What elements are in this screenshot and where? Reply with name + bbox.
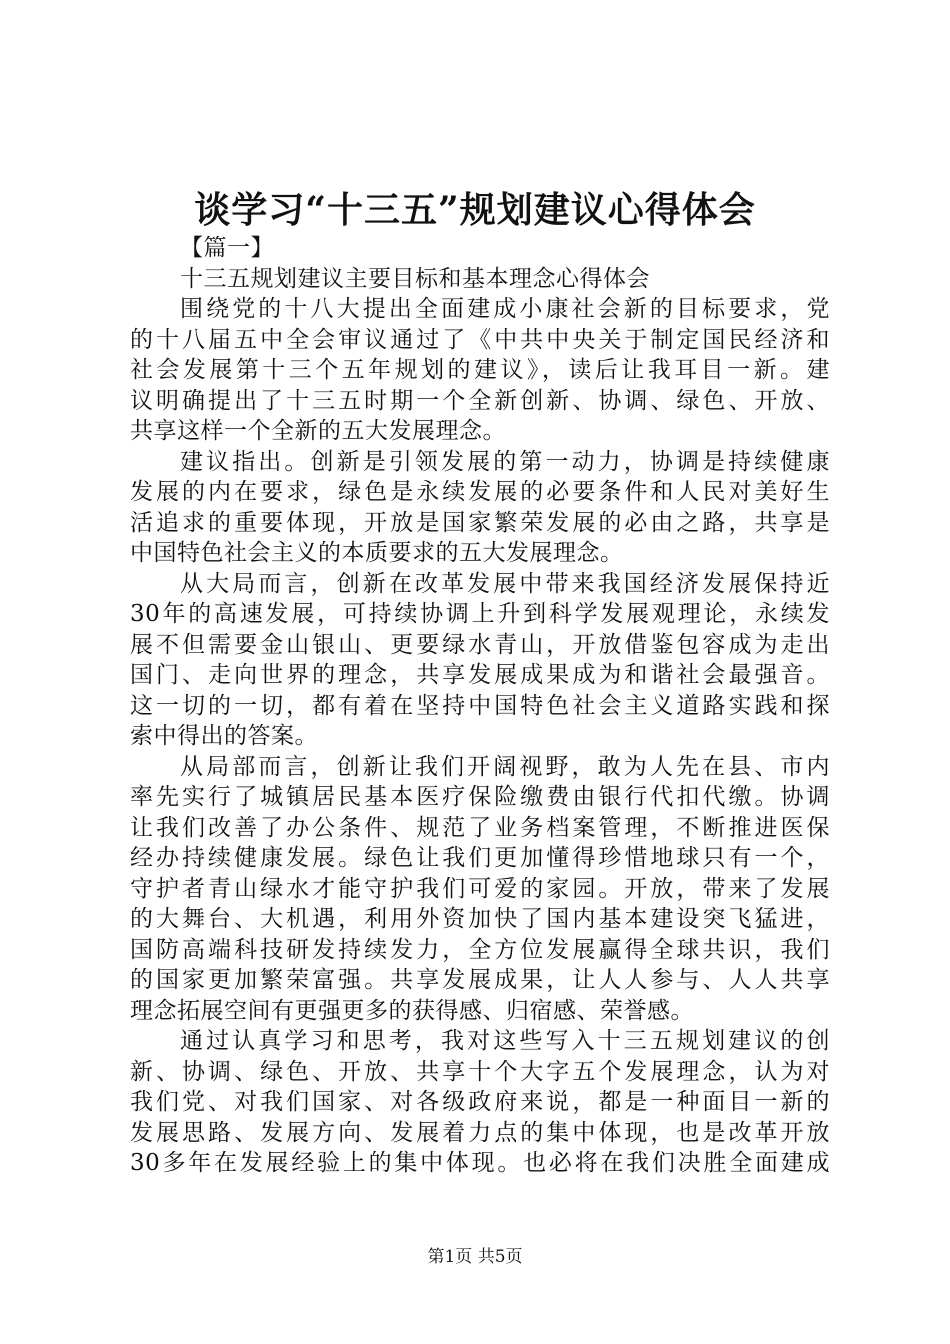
text-line: 活追求的重要体现，开放是国家繁荣发展的必由之路，共享是 (130, 509, 830, 536)
text-line: 守护者青山绿水才能守护我们可爱的家园。开放，带来了发展 (130, 875, 830, 902)
text-line: 从局部而言，创新让我们开阔视野，敢为人先在县、市内 (180, 753, 830, 780)
text-line: 建议指出。创新是引领发展的第一动力，协调是持续健康 (180, 448, 830, 475)
text-line: 【篇一】 (180, 235, 274, 261)
text-line: 展不但需要金山银山、更要绿水青山，开放借鉴包容成为走出 (130, 631, 830, 658)
text-line: 的大舞台、大机遇，利用外资加快了国内基本建设突飞猛进， (130, 906, 830, 932)
text-line: 共享这样一个全新的五大发展理念。 (130, 418, 506, 444)
text-line: 索中得出的答案。 (130, 723, 318, 749)
text-line: 让我们改善了办公条件、规范了业务档案管理，不断推进医保 (130, 814, 830, 841)
text-line: 从大局而言，创新在改革发展中带来我国经济发展保持近 (180, 570, 830, 597)
document-title: 谈学习“十三五”规划建议心得体会 (194, 189, 756, 231)
text-line: 十三五规划建议主要目标和基本理念心得体会 (180, 265, 650, 292)
text-line: 率先实行了城镇居民基本医疗保险缴费由银行代扣代缴。协调 (130, 784, 830, 810)
text-line: 我们党、对我们国家、对各级政府来说，都是一种面目一新的 (130, 1089, 830, 1115)
text-line: 这一切的一切，都有着在坚持中国特色社会主义道路实践和探 (130, 692, 830, 719)
text-line: 通过认真学习和思考，我对这些写入十三五规划建议的创 (180, 1028, 830, 1054)
text-line: 30多年在发展经验上的集中体现。也必将在我们决胜全面建成 (130, 1150, 830, 1176)
text-line: 发展的内在要求，绿色是永续发展的必要条件和人民对美好生 (130, 479, 830, 505)
page-footer: 第1页 共5页 (427, 1247, 523, 1267)
text-line: 发展思路、发展方向、发展着力点的集中体现，也是改革开放 (130, 1119, 830, 1146)
text-line: 社会发展第十三个五年规划的建议》，读后让我耳目一新。建 (130, 357, 830, 383)
text-line: 新、协调、绿色、开放、共享十个大字五个发展理念，认为对 (130, 1058, 830, 1085)
text-line: 中国特色社会主义的本质要求的五大发展理念。 (130, 540, 624, 566)
text-line: 30年的高速发展，可持续协调上升到科学发展观理论，永续发 (130, 601, 830, 627)
text-line: 围绕党的十八大提出全面建成小康社会新的目标要求，党 (180, 296, 830, 322)
text-line: 经办持续健康发展。绿色让我们更加懂得珍惜地球只有一个， (130, 845, 830, 871)
text-line: 国门、走向世界的理念，共享发展成果成为和谐社会最强音。 (130, 662, 830, 688)
text-line: 国防高端科技研发持续发力，全方位发展赢得全球共识，我们 (130, 936, 830, 963)
text-line: 的国家更加繁荣富强。共享发展成果，让人人参与、人人共享 (130, 967, 830, 993)
text-line: 议明确提出了十三五时期一个全新创新、协调、绿色、开放、 (130, 387, 830, 414)
text-line: 理念拓展空间有更强更多的获得感、归宿感、荣誉感。 (130, 997, 694, 1024)
document-body (130, 233, 830, 1179)
text-line: 的十八届五中全会审议通过了《中共中央关于制定国民经济和 (130, 326, 830, 353)
